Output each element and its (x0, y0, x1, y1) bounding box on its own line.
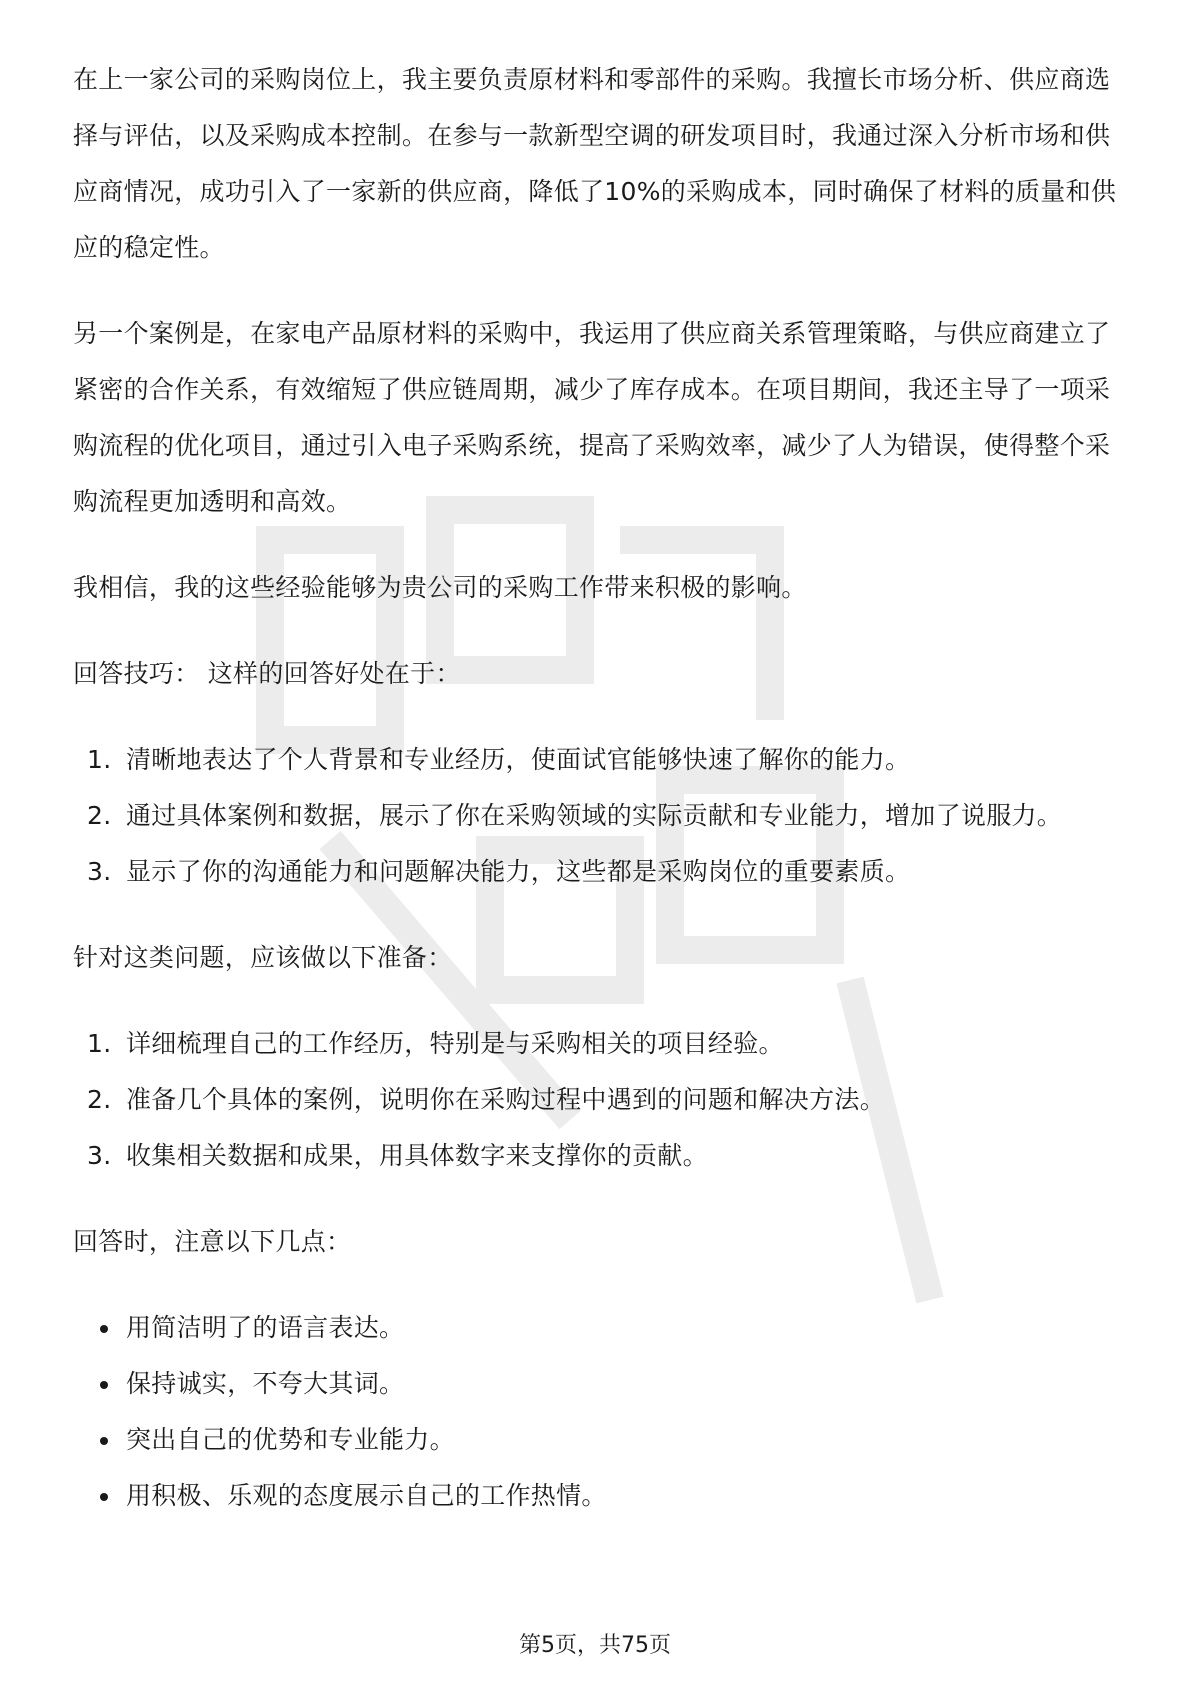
list-text: 清晰地表达了个人背景和专业经历，使面试官能够快速了解你的能力。 (126, 745, 911, 774)
bullet-icon (100, 1381, 108, 1389)
page-footer: 第5页，共75页 (519, 1633, 671, 1658)
list-item (73, 1412, 1118, 1468)
prep-list (73, 1016, 1118, 1184)
list-text: 详细梳理自己的工作经历，特别是与采购相关的项目经验。 (126, 1029, 784, 1058)
list-item (73, 844, 1118, 900)
list-item (73, 732, 1118, 788)
list-text: 用积极、乐观的态度展示自己的工作热情。 (126, 1481, 607, 1510)
tips-heading: 回答技巧： 这样的回答好处在于： (73, 659, 461, 688)
list-text: 准备几个具体的案例，说明你在采购过程中遇到的问题和解决方法。 (126, 1085, 886, 1114)
notes-heading: 回答时，注意以下几点： (73, 1227, 352, 1256)
list-number: 1. (87, 745, 112, 774)
bullet-icon (100, 1437, 108, 1445)
bullet-icon (100, 1493, 108, 1501)
list-text: 保持诚实，不夸大其词。 (126, 1369, 405, 1398)
list-text: 用简洁明了的语言表达。 (126, 1313, 405, 1342)
list-text: 突出自己的优势和专业能力。 (126, 1425, 455, 1454)
list-text: 收集相关数据和成果，用具体数字来支撑你的贡献。 (126, 1141, 708, 1170)
paragraph-2: 另一个案例是，在家电产品原材料的采购中，我运用了供应商关系管理策略，与供应商建立了紧密的合作关系，有效缩短了供应链周期，减少了库存成本。在项目期间，我还主导了一项采购流程的优化项目，通过引入电子采购系统，提高了采购效率，减少了人为错误，使得整个采购流程更加透明和高效。 (73, 319, 1111, 516)
list-number: 2. (87, 1085, 112, 1114)
document-page (73, 52, 1118, 1554)
bullet-icon (100, 1325, 108, 1333)
list-item (73, 1300, 1118, 1356)
list-item (73, 1016, 1118, 1072)
list-item (73, 1468, 1118, 1524)
notes-list (73, 1300, 1118, 1524)
list-item (73, 1356, 1118, 1412)
list-item (73, 1128, 1118, 1184)
list-item (73, 788, 1118, 844)
prep-heading: 针对这类问题，应该做以下准备： (73, 943, 453, 972)
list-text: 通过具体案例和数据，展示了你在采购领域的实际贡献和专业能力，增加了说服力。 (126, 801, 1063, 830)
list-number: 3. (87, 1141, 112, 1170)
list-number: 2. (87, 801, 112, 830)
list-number: 1. (87, 1029, 112, 1058)
list-number: 3. (87, 857, 112, 886)
tips-list (73, 732, 1118, 900)
paragraph-3: 我相信，我的这些经验能够为贵公司的采购工作带来积极的影响。 (73, 573, 807, 602)
list-text: 显示了你的沟通能力和问题解决能力，这些都是采购岗位的重要素质。 (126, 857, 911, 886)
list-item (73, 1072, 1118, 1128)
paragraph-1: 在上一家公司的采购岗位上，我主要负责原材料和零部件的采购。我擅长市场分析、供应商选择与评估，以及采购成本控制。在参与一款新型空调的研发项目时，我通过深入分析市场和供应商情况，成功引入了一家新的供应商，降低了10%的采购成本，同时确保了材料的质量和供应的稳定性。 (73, 65, 1117, 262)
